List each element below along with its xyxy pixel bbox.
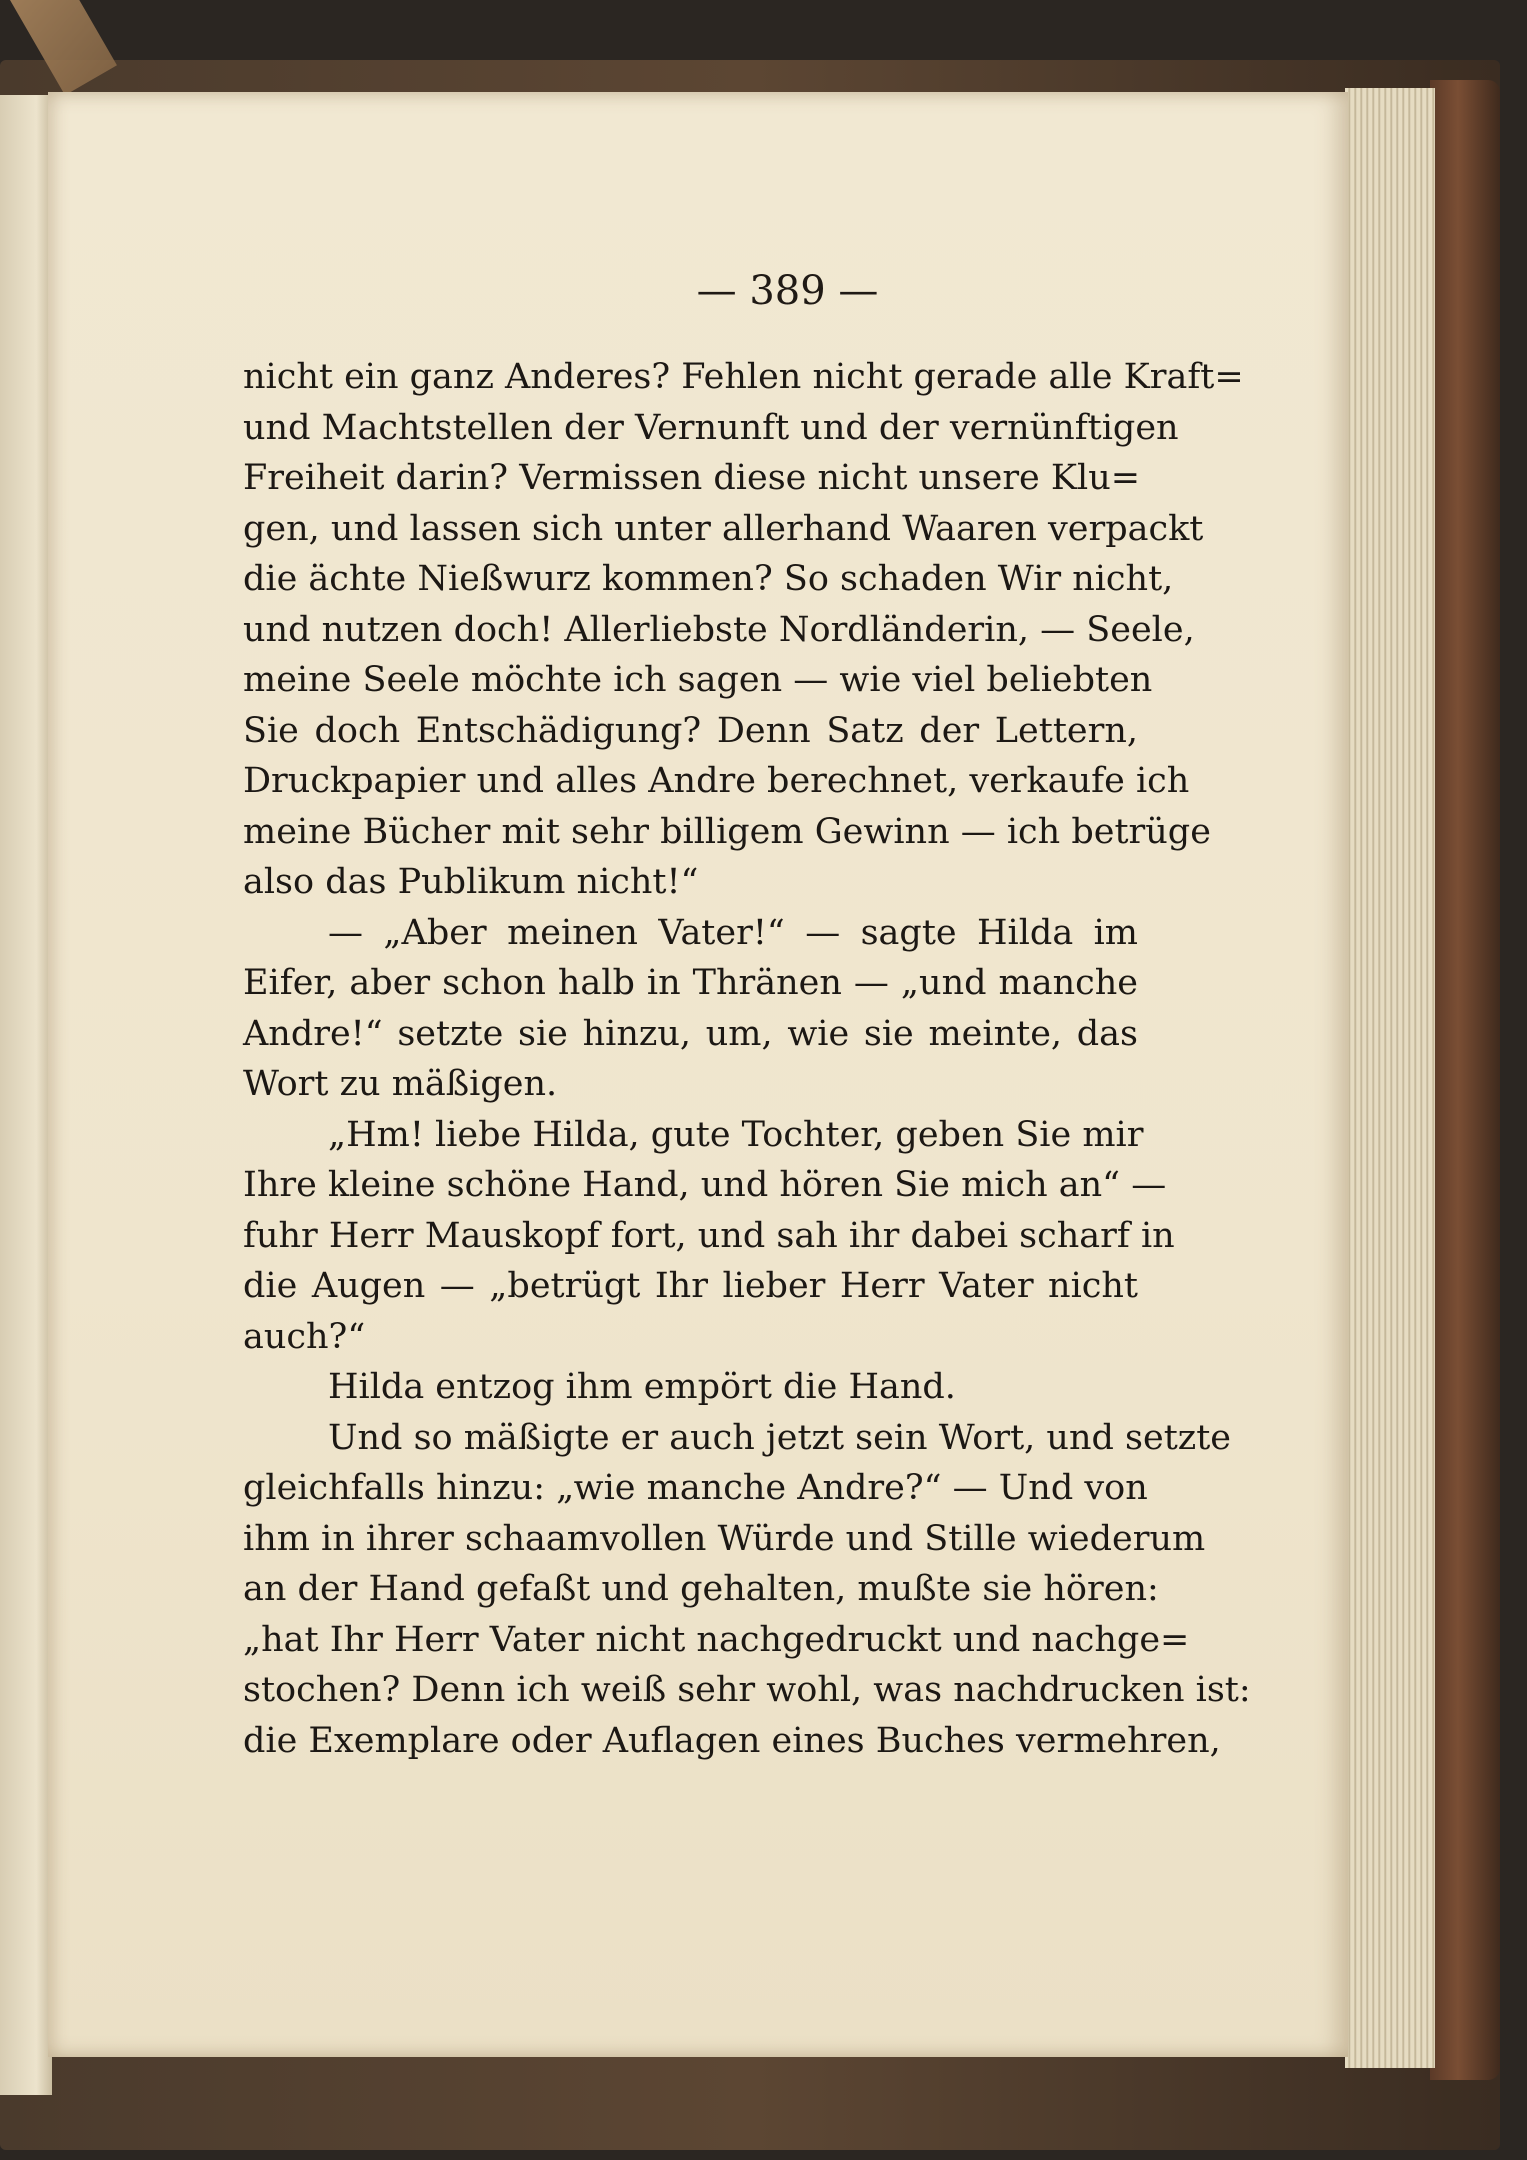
text-line: und Machtstellen der Vernunft und der vernünftigen <box>243 407 1179 448</box>
text-line: „Hm! liebe Hilda, gute Tochter, geben Sie mir <box>328 1114 1144 1155</box>
facing-page-edge <box>0 95 52 2095</box>
text-line: nicht ein ganz Anderes? Fehlen nicht gerade alle Kraft= <box>243 357 1244 397</box>
text-line: die Augen — „betrügt Ihr lieber Herr Vater nicht <box>243 1266 1138 1306</box>
text-line: Wort zu mäßigen. <box>243 1064 558 1104</box>
text-line: Druckpapier und alles Andre berechnet, verkaufe ich <box>243 761 1190 801</box>
text-line: Ihre kleine schöne Hand, und hören Sie mich an“ — <box>243 1165 1167 1205</box>
text-line: die ächte Nießwurz kommen? So schaden Wir nicht, <box>243 559 1174 599</box>
text-line: Hilda entzog ihm empört die Hand. <box>328 1367 956 1407</box>
text-line: und nutzen doch! Allerliebste Nordländerin, — Seele, <box>243 609 1195 650</box>
text-line: Sie doch Entschädigung? Denn Satz der Lettern, <box>243 710 1138 751</box>
text-line: die Exemplare oder Auflagen eines Buches vermehren, <box>243 1720 1221 1761</box>
text-line: stochen? Denn ich weiß sehr wohl, was nachdrucken ist: <box>243 1670 1251 1710</box>
text-line: ihm in ihrer schaamvollen Würde und Stille wiederum <box>243 1518 1206 1559</box>
text-line: Eifer, aber schon halb in Thränen — „und manche <box>243 963 1138 1003</box>
page-stack-edge <box>1345 88 1435 2068</box>
text-line: Andre!“ setzte sie hinzu, um, wie sie meinte, das <box>243 1013 1138 1054</box>
text-line: Und so mäßigte er auch jetzt sein Wort, und setzte <box>328 1417 1231 1458</box>
text-line: an der Hand gefaßt und gehalten, mußte sie hören: <box>243 1569 1159 1609</box>
text-line: gleichfalls hinzu: „wie manche Andre?“ — Und von <box>243 1468 1148 1508</box>
body-text <box>243 352 1251 1766</box>
text-line: meine Seele möchte ich sagen — wie viel beliebten <box>243 660 1153 700</box>
text-line: also das Publikum nicht!“ <box>243 862 699 902</box>
text-line: meine Bücher mit sehr billigem Gewinn — ich betrüge <box>243 811 1211 852</box>
text-line: fuhr Herr Mauskopf fort, und sah ihr dabei scharf in <box>243 1215 1175 1256</box>
text-line: gen, und lassen sich unter allerhand Waaren verpackt <box>243 508 1204 549</box>
page-number: — 389 — <box>696 268 879 314</box>
page-number-header <box>0 268 1527 314</box>
book-spine-edge <box>1430 80 1500 2080</box>
text-line: auch?“ <box>243 1316 366 1357</box>
text-line: — „Aber meinen Vater!“ — sagte Hilda im <box>328 912 1138 953</box>
text-line: Freiheit darin? Vermissen diese nicht unsere Klu= <box>243 458 1141 498</box>
text-line: „hat Ihr Herr Vater nicht nachgedruckt und nachge= <box>243 1619 1190 1660</box>
